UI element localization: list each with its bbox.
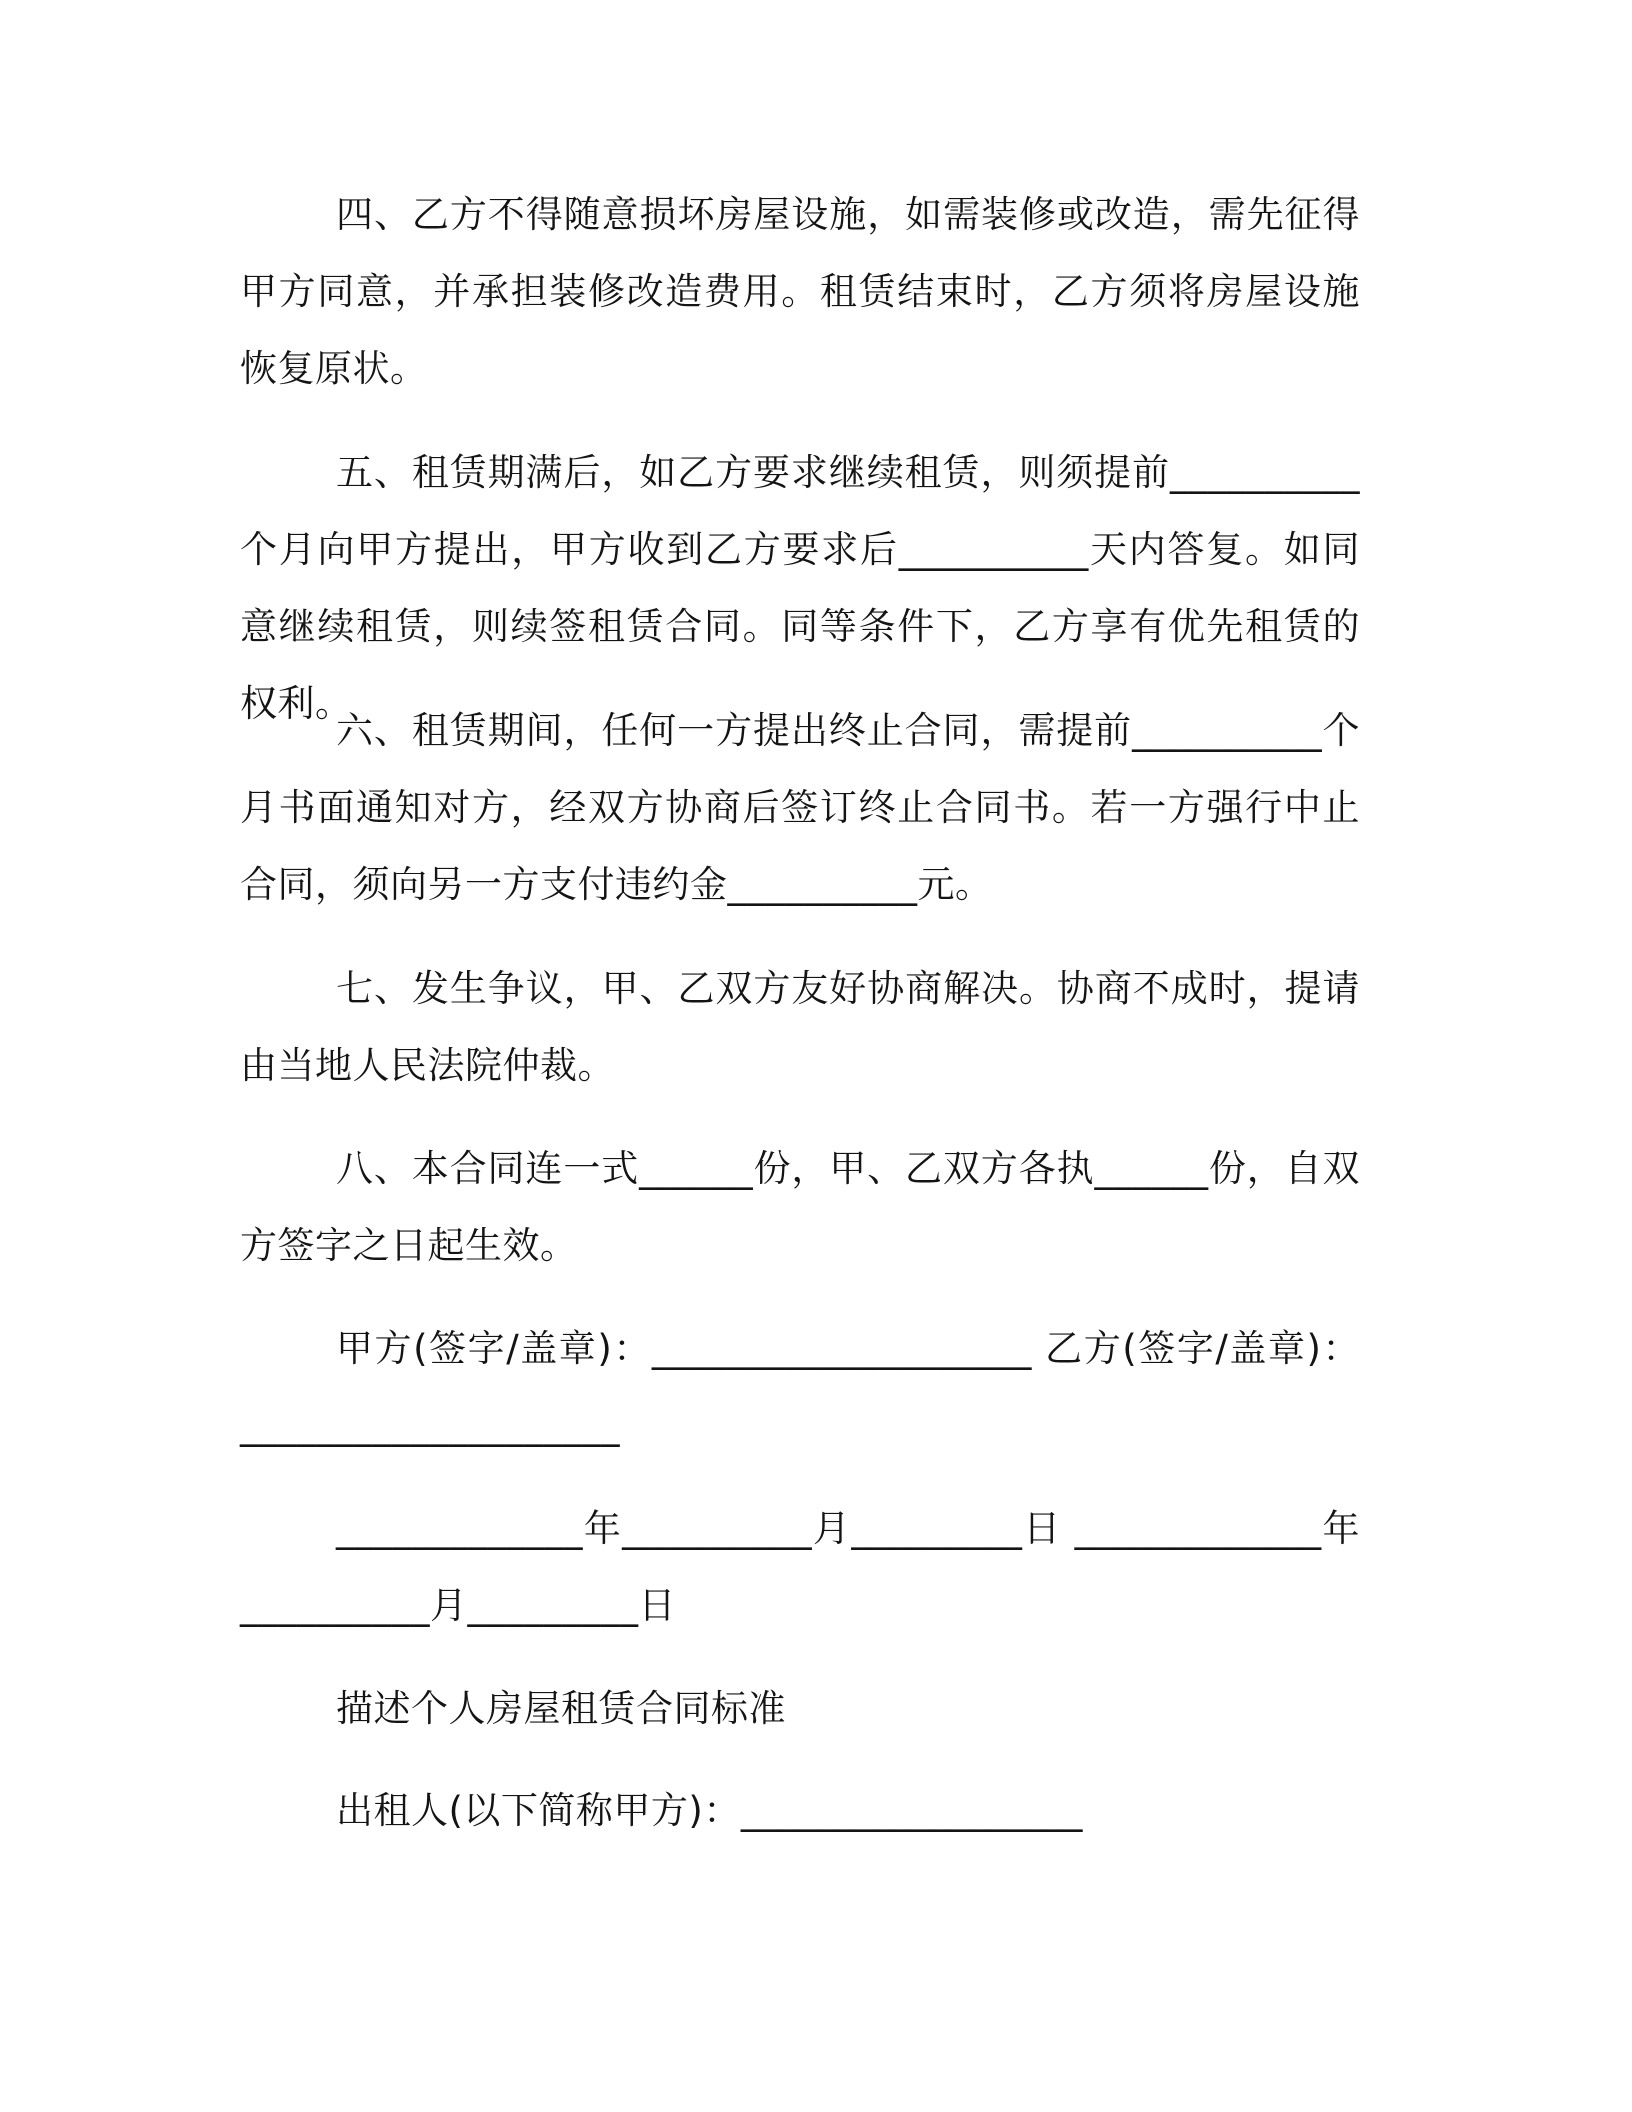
- clause-6-paragraph: [240, 692, 1360, 923]
- lessor-line: [240, 1772, 1360, 1849]
- clause-7-paragraph: [240, 950, 1360, 1104]
- clause-4-text: 四、乙方不得随意损坏房屋设施，如需装修或改造，需先征得甲方同意，并承担装修改造费用。租赁结束时，乙方须将房屋设施恢复原状。: [240, 193, 1360, 390]
- clause-8-text: 八、本合同连一式______份，甲、乙双方各执______份，自双方签字之日起生效。: [240, 1147, 1360, 1267]
- date-line: [240, 1490, 1360, 1644]
- next-document-title: [240, 1670, 1360, 1747]
- clause-8-paragraph: [240, 1130, 1360, 1284]
- signature-line: [240, 1310, 1360, 1464]
- clause-5-text: 五、租赁期满后，如乙方要求继续租赁，则须提前__________个月向甲方提出，甲方收到乙方要求后__________天内答复。如同意继续租赁，则续签租赁合同。同等条件下，乙方享有优先租赁的权利。: [240, 451, 1360, 725]
- signature-text: 甲方(签字/盖章)：____________________ 乙方(签字/盖章)：____________________: [240, 1327, 1360, 1447]
- clause-6-text: 六、租赁期间，任何一方提出终止合同，需提前__________个月书面通知对方，经双方协商后签订终止合同书。若一方强行中止合同，须向另一方支付违约金__________元。: [240, 709, 1360, 906]
- clause-7-text: 七、发生争议，甲、乙双方友好协商解决。协商不成时，提请由当地人民法院仲裁。: [240, 967, 1360, 1087]
- date-text: _____________年__________月_________日 _____________年__________月_________日: [240, 1507, 1360, 1627]
- lessor-text: 出租人(以下简称甲方)：__________________: [336, 1789, 1083, 1832]
- clause-4-paragraph: [240, 176, 1360, 407]
- next-title-text: 描述个人房屋租赁合同标准: [336, 1687, 786, 1730]
